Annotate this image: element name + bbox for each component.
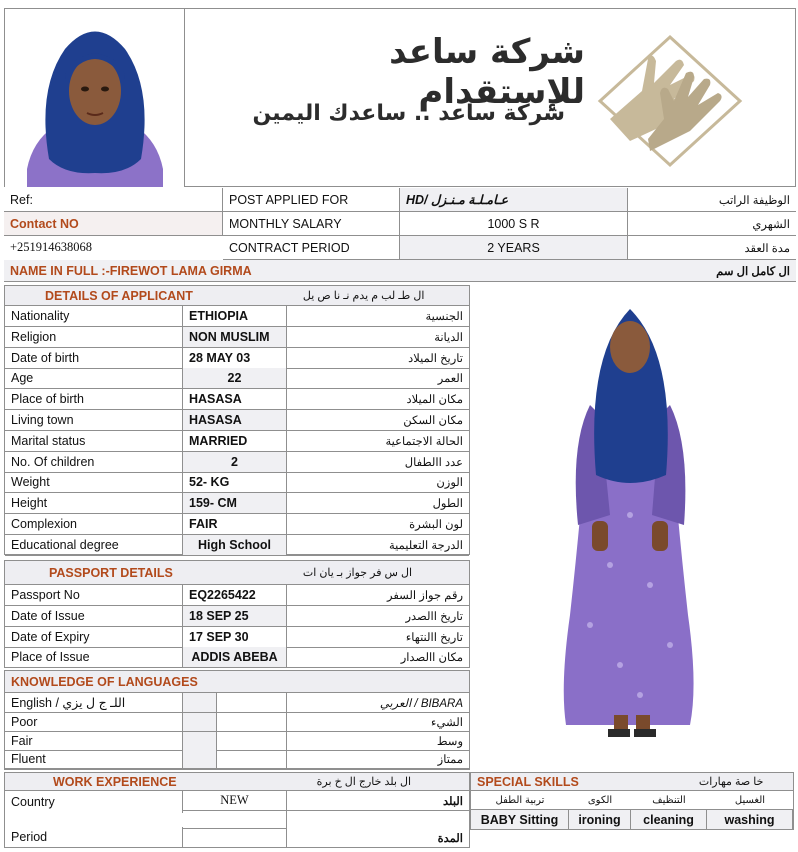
skill-label: cleaning xyxy=(631,809,707,829)
passport-label: Date of Issue xyxy=(5,606,183,627)
ref-label: Ref: xyxy=(4,188,223,212)
skills-header: SPECIAL SKILLS خا صة مهارات xyxy=(471,773,793,791)
passport-header: PASSPORT DETAILS ال س فر جواز بـ يان ات xyxy=(5,561,469,585)
skill-label: washing xyxy=(707,809,793,829)
salary-ar: الشهري xyxy=(628,212,796,236)
passport-label: Place of Issue xyxy=(5,647,183,668)
passport-value: 17 SEP 30 xyxy=(183,627,287,648)
passport-label: Passport No xyxy=(5,585,183,606)
name-full: NAME IN FULL :-FIREWOT LAMA GIRMA xyxy=(10,264,252,278)
detail-label: Place of birth xyxy=(5,389,183,410)
period-value: 2 YEARS xyxy=(400,236,628,260)
passport-table xyxy=(4,560,470,668)
detail-value: HASASA xyxy=(183,410,287,431)
skill-ar: تربية الطفل xyxy=(495,794,545,806)
detail-value: 22 xyxy=(183,368,287,389)
detail-value: 2 xyxy=(183,452,287,473)
language-level-ar: وسط xyxy=(287,732,469,751)
detail-ar: الطول xyxy=(287,493,469,514)
name-row xyxy=(4,260,796,282)
period-label-work: Period xyxy=(5,827,183,847)
company-name: شركة ساعد للإستقدام xyxy=(389,32,585,112)
detail-value: FAIR xyxy=(183,514,287,535)
passport-value: EQ2265422 xyxy=(183,585,287,606)
header xyxy=(4,8,796,187)
detail-value: MARRIED xyxy=(183,431,287,452)
language-level-ar: الشيء xyxy=(287,713,469,732)
detail-label: Age xyxy=(5,368,183,389)
skill-ar: التنظيف xyxy=(652,794,686,806)
detail-ar: لون البشرة xyxy=(287,514,469,535)
skill-ar: الكوى xyxy=(587,794,613,806)
passport-label: Date of Expiry xyxy=(5,627,183,648)
english-label: English / اللـ ج ل يزي xyxy=(5,693,183,713)
country-ar: البلد xyxy=(287,791,469,811)
detail-ar: الحالة الاجتماعية xyxy=(287,431,469,452)
period-ar-work: المدة xyxy=(437,833,463,845)
detail-ar: عدد االطفال xyxy=(287,452,469,473)
languages-header: KNOWLEDGE OF LANGUAGES xyxy=(5,671,469,693)
language-level-ar: ممتاز xyxy=(287,750,469,769)
language-check-1 xyxy=(183,732,217,751)
skill-label: BABY Sitting xyxy=(471,809,569,829)
passport-ar: رقم جواز السفر xyxy=(287,585,469,606)
language-check-1 xyxy=(183,750,217,769)
passport-value: 18 SEP 25 xyxy=(183,606,287,627)
work-header: WORK EXPERIENCE ال بلد خارج ال خ برة xyxy=(5,773,469,791)
skills-table xyxy=(470,772,794,830)
language-level-label: Poor xyxy=(5,713,183,732)
detail-label: Living town xyxy=(5,410,183,431)
detail-label: Complexion xyxy=(5,514,183,535)
languages-table xyxy=(4,670,470,770)
detail-ar: الوزن xyxy=(287,472,469,493)
language-check-2 xyxy=(217,750,287,769)
language-check-2 xyxy=(217,732,287,751)
language-check-1 xyxy=(183,713,217,732)
detail-value: 28 MAY 03 xyxy=(183,348,287,369)
language-level-label: Fluent xyxy=(5,750,183,769)
language-level-label: Fair xyxy=(5,732,183,751)
detail-value: 159- CM xyxy=(183,493,287,514)
details-header: DETAILS OF APPLICANT ال طـ لب م يدم نـ نا ص يل xyxy=(5,286,469,306)
contact-label: Contact NO xyxy=(4,212,223,236)
details-table xyxy=(4,285,470,555)
detail-ar: الجنسية xyxy=(287,306,469,327)
period-value-work xyxy=(183,829,287,847)
lang-col-2 xyxy=(217,693,287,713)
post-label: POST APPLIED FOR xyxy=(223,188,400,212)
detail-ar: الديانة xyxy=(287,327,469,348)
post-value: HD/ عـامـلـة مـنـزل xyxy=(400,188,628,212)
passport-value: ADDIS ABEBA xyxy=(183,647,287,668)
detail-ar: مكان السكن xyxy=(287,410,469,431)
country-value-2 xyxy=(183,811,287,829)
work-table xyxy=(4,772,470,848)
detail-label: Date of birth xyxy=(5,348,183,369)
detail-value: NON MUSLIM xyxy=(183,327,287,348)
arabic-label: BIBARA / العربي xyxy=(287,693,469,713)
detail-value: ETHIOPIA xyxy=(183,306,287,327)
hands-logo-icon xyxy=(590,31,750,171)
detail-value: High School xyxy=(183,535,287,556)
country-value: NEW xyxy=(183,791,287,811)
detail-ar: مكان الميلاد xyxy=(287,389,469,410)
post-ar: الوظيفة الراتب xyxy=(628,188,796,212)
period-label: CONTRACT PERIOD xyxy=(223,236,400,260)
detail-value: 52- KG xyxy=(183,472,287,493)
passport-ar: تاريخ االنتهاء xyxy=(287,627,469,648)
detail-ar: الدرجة التعليمية xyxy=(287,535,469,556)
salary-label: MONTHLY SALARY xyxy=(223,212,400,236)
info-block xyxy=(4,188,796,260)
skill-label: ironing xyxy=(569,809,631,829)
passport-ar: مكان االصدار xyxy=(287,647,469,668)
detail-label: Marital status xyxy=(5,431,183,452)
detail-label: Height xyxy=(5,493,183,514)
detail-ar: العمر xyxy=(287,368,469,389)
passport-ar: تاريخ االصدر xyxy=(287,606,469,627)
detail-label: Nationality xyxy=(5,306,183,327)
company-slogan: شركة ساعد .. ساعدك اليمين xyxy=(252,100,565,126)
country-label: Country xyxy=(5,791,183,813)
language-check-2 xyxy=(217,713,287,732)
name-ar: ال كامل ال سم xyxy=(716,266,790,278)
portrait-photo xyxy=(5,9,185,187)
detail-label: Educational degree xyxy=(5,535,183,556)
period-ar: مدة العقد xyxy=(628,236,796,260)
detail-label: Weight xyxy=(5,472,183,493)
detail-label: Religion xyxy=(5,327,183,348)
skill-ar: الغسيل xyxy=(734,794,766,806)
lang-col-1 xyxy=(183,693,217,713)
detail-ar: تاريخ الميلاد xyxy=(287,348,469,369)
detail-value: HASASA xyxy=(183,389,287,410)
full-body-photo xyxy=(470,285,794,770)
contact-value: +251914638068 xyxy=(10,239,93,254)
salary-value: 1000 S R xyxy=(400,212,628,236)
detail-label: No. Of children xyxy=(5,452,183,473)
